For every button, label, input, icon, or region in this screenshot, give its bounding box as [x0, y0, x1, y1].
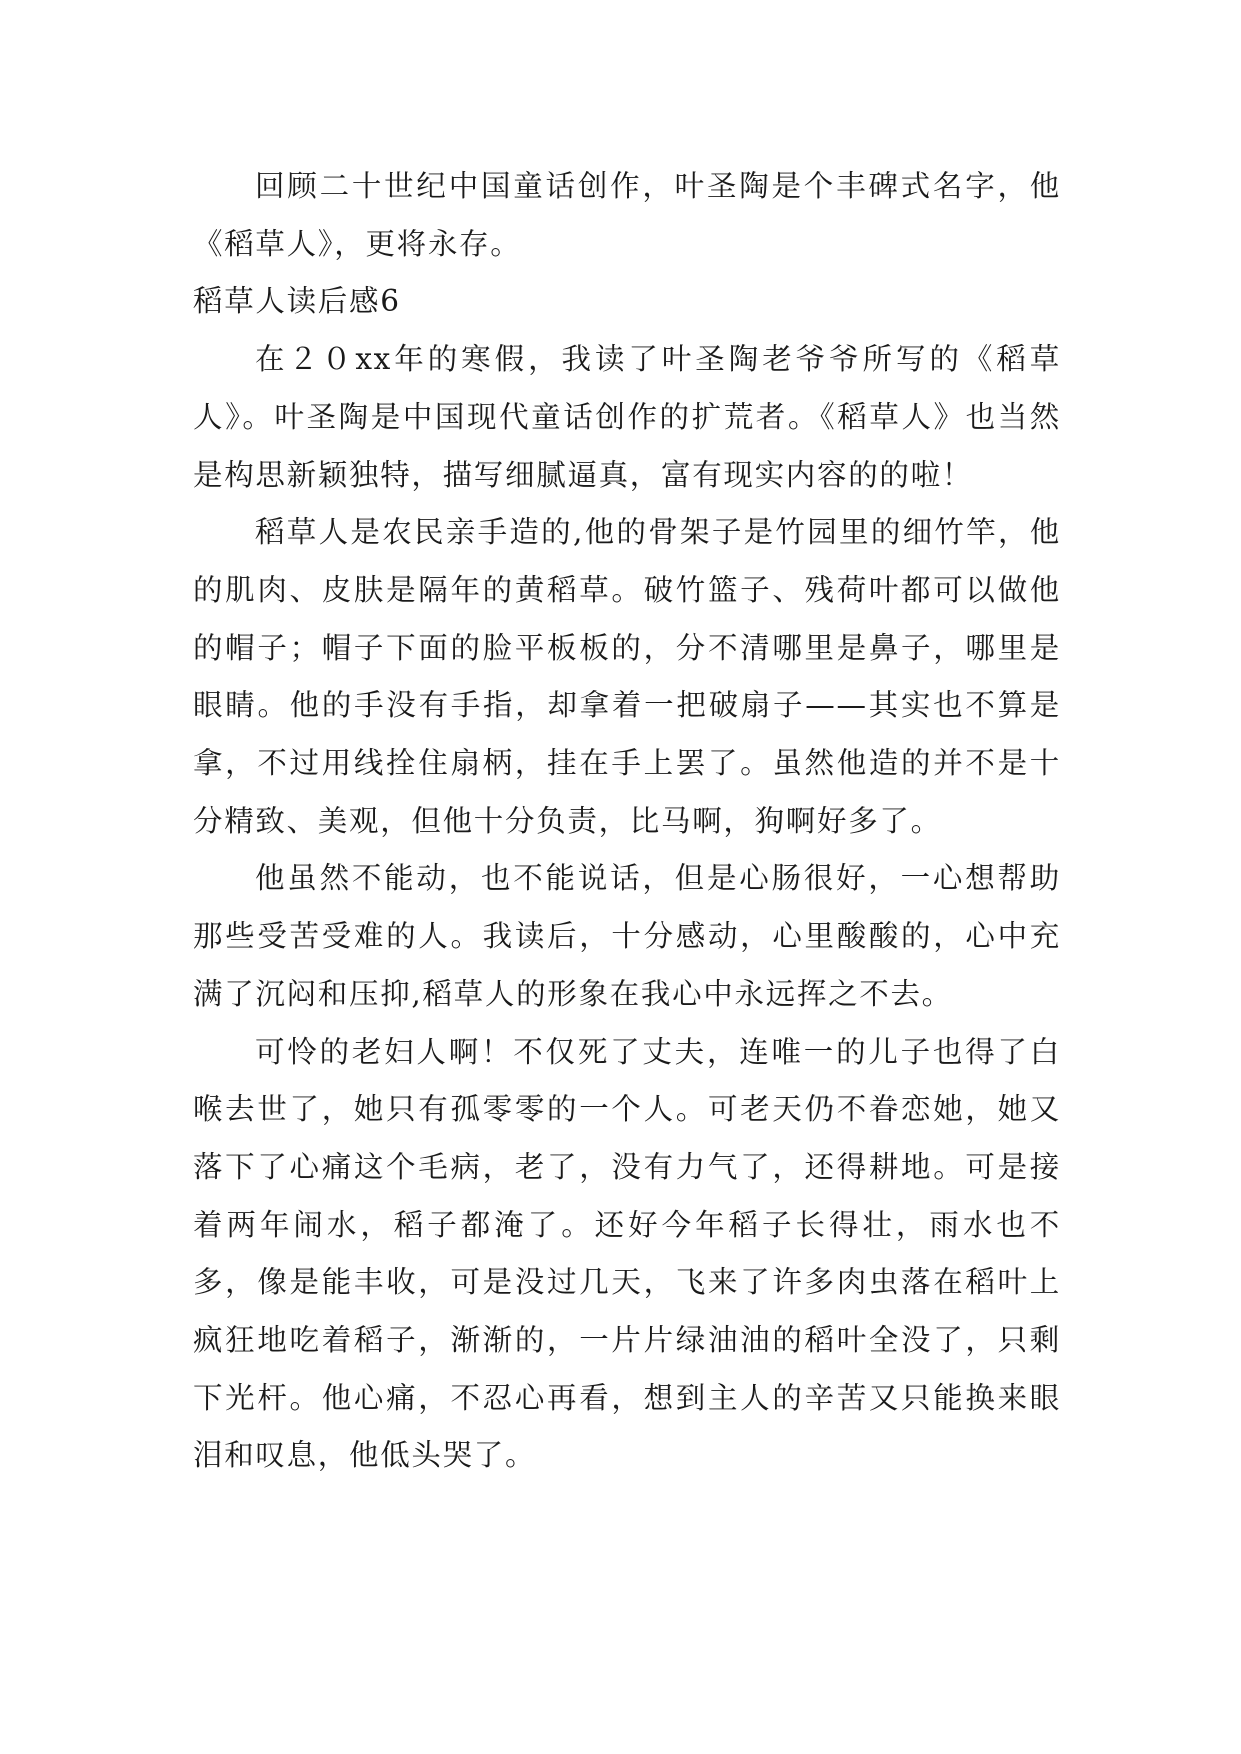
paragraph-scarecrow-heart: 他虽然不能动，也不能说话，但是心肠很好，一心想帮助那些受苦受难的人。我读后，十分感动，心里酸酸的，心中充满了沉闷和压抑,稻草人的形象在我心中永远挥之不去。: [193, 861, 1061, 1011]
paragraph-scarecrow-description: 稻草人是农民亲手造的,他的骨架子是竹园里的细竹竿，他的肌肉、皮肤是隔年的黄稻草。破竹篮子、残荷叶都可以做他的帽子；帽子下面的脸平板板的，分不清哪里是鼻子，哪里是眼睛。他的手没有手指，却拿着一把破扇子——其实也不算是拿，不过用线拴住扇柄，挂在手上罢了。虽然他造的并不是十分精致、美观，但他十分负责，比马啊，狗啊好多了。: [193, 515, 1061, 838]
paragraph-old-woman: 可怜的老妇人啊！不仅死了丈夫，连唯一的儿子也得了白喉去世了，她只有孤零零的一个人。可老天仍不眷恋她，她又落下了心痛这个毛病，老了，没有力气了，还得耕地。可是接着两年闹水，稻子都淹了。还好今年稻子长得壮，雨水也不多，像是能丰收，可是没过几天，飞来了许多肉虫落在稻叶上疯狂地吃着稻子，渐渐的，一片片绿油油的稻叶全没了，只剩下光杆。他心痛，不忍心再看，想到主人的辛苦又只能换来眼泪和叹息，他低头哭了。: [193, 1034, 1061, 1473]
document-body: [193, 158, 1061, 1485]
paragraph-conclusion: 回顾二十世纪中国童话创作，叶圣陶是个丰碑式名字，他《稻草人》，更将永存。: [193, 169, 1061, 261]
section-heading: 稻草人读后感6: [193, 284, 401, 319]
paragraph-intro: 在２０xx年的寒假，我读了叶圣陶老爷爷所写的《稻草人》。叶圣陶是中国现代童话创作的扩荒者。《稻草人》也当然是构思新颖独特，描写细腻逼真，富有现实内容的的啦！: [193, 342, 1061, 492]
